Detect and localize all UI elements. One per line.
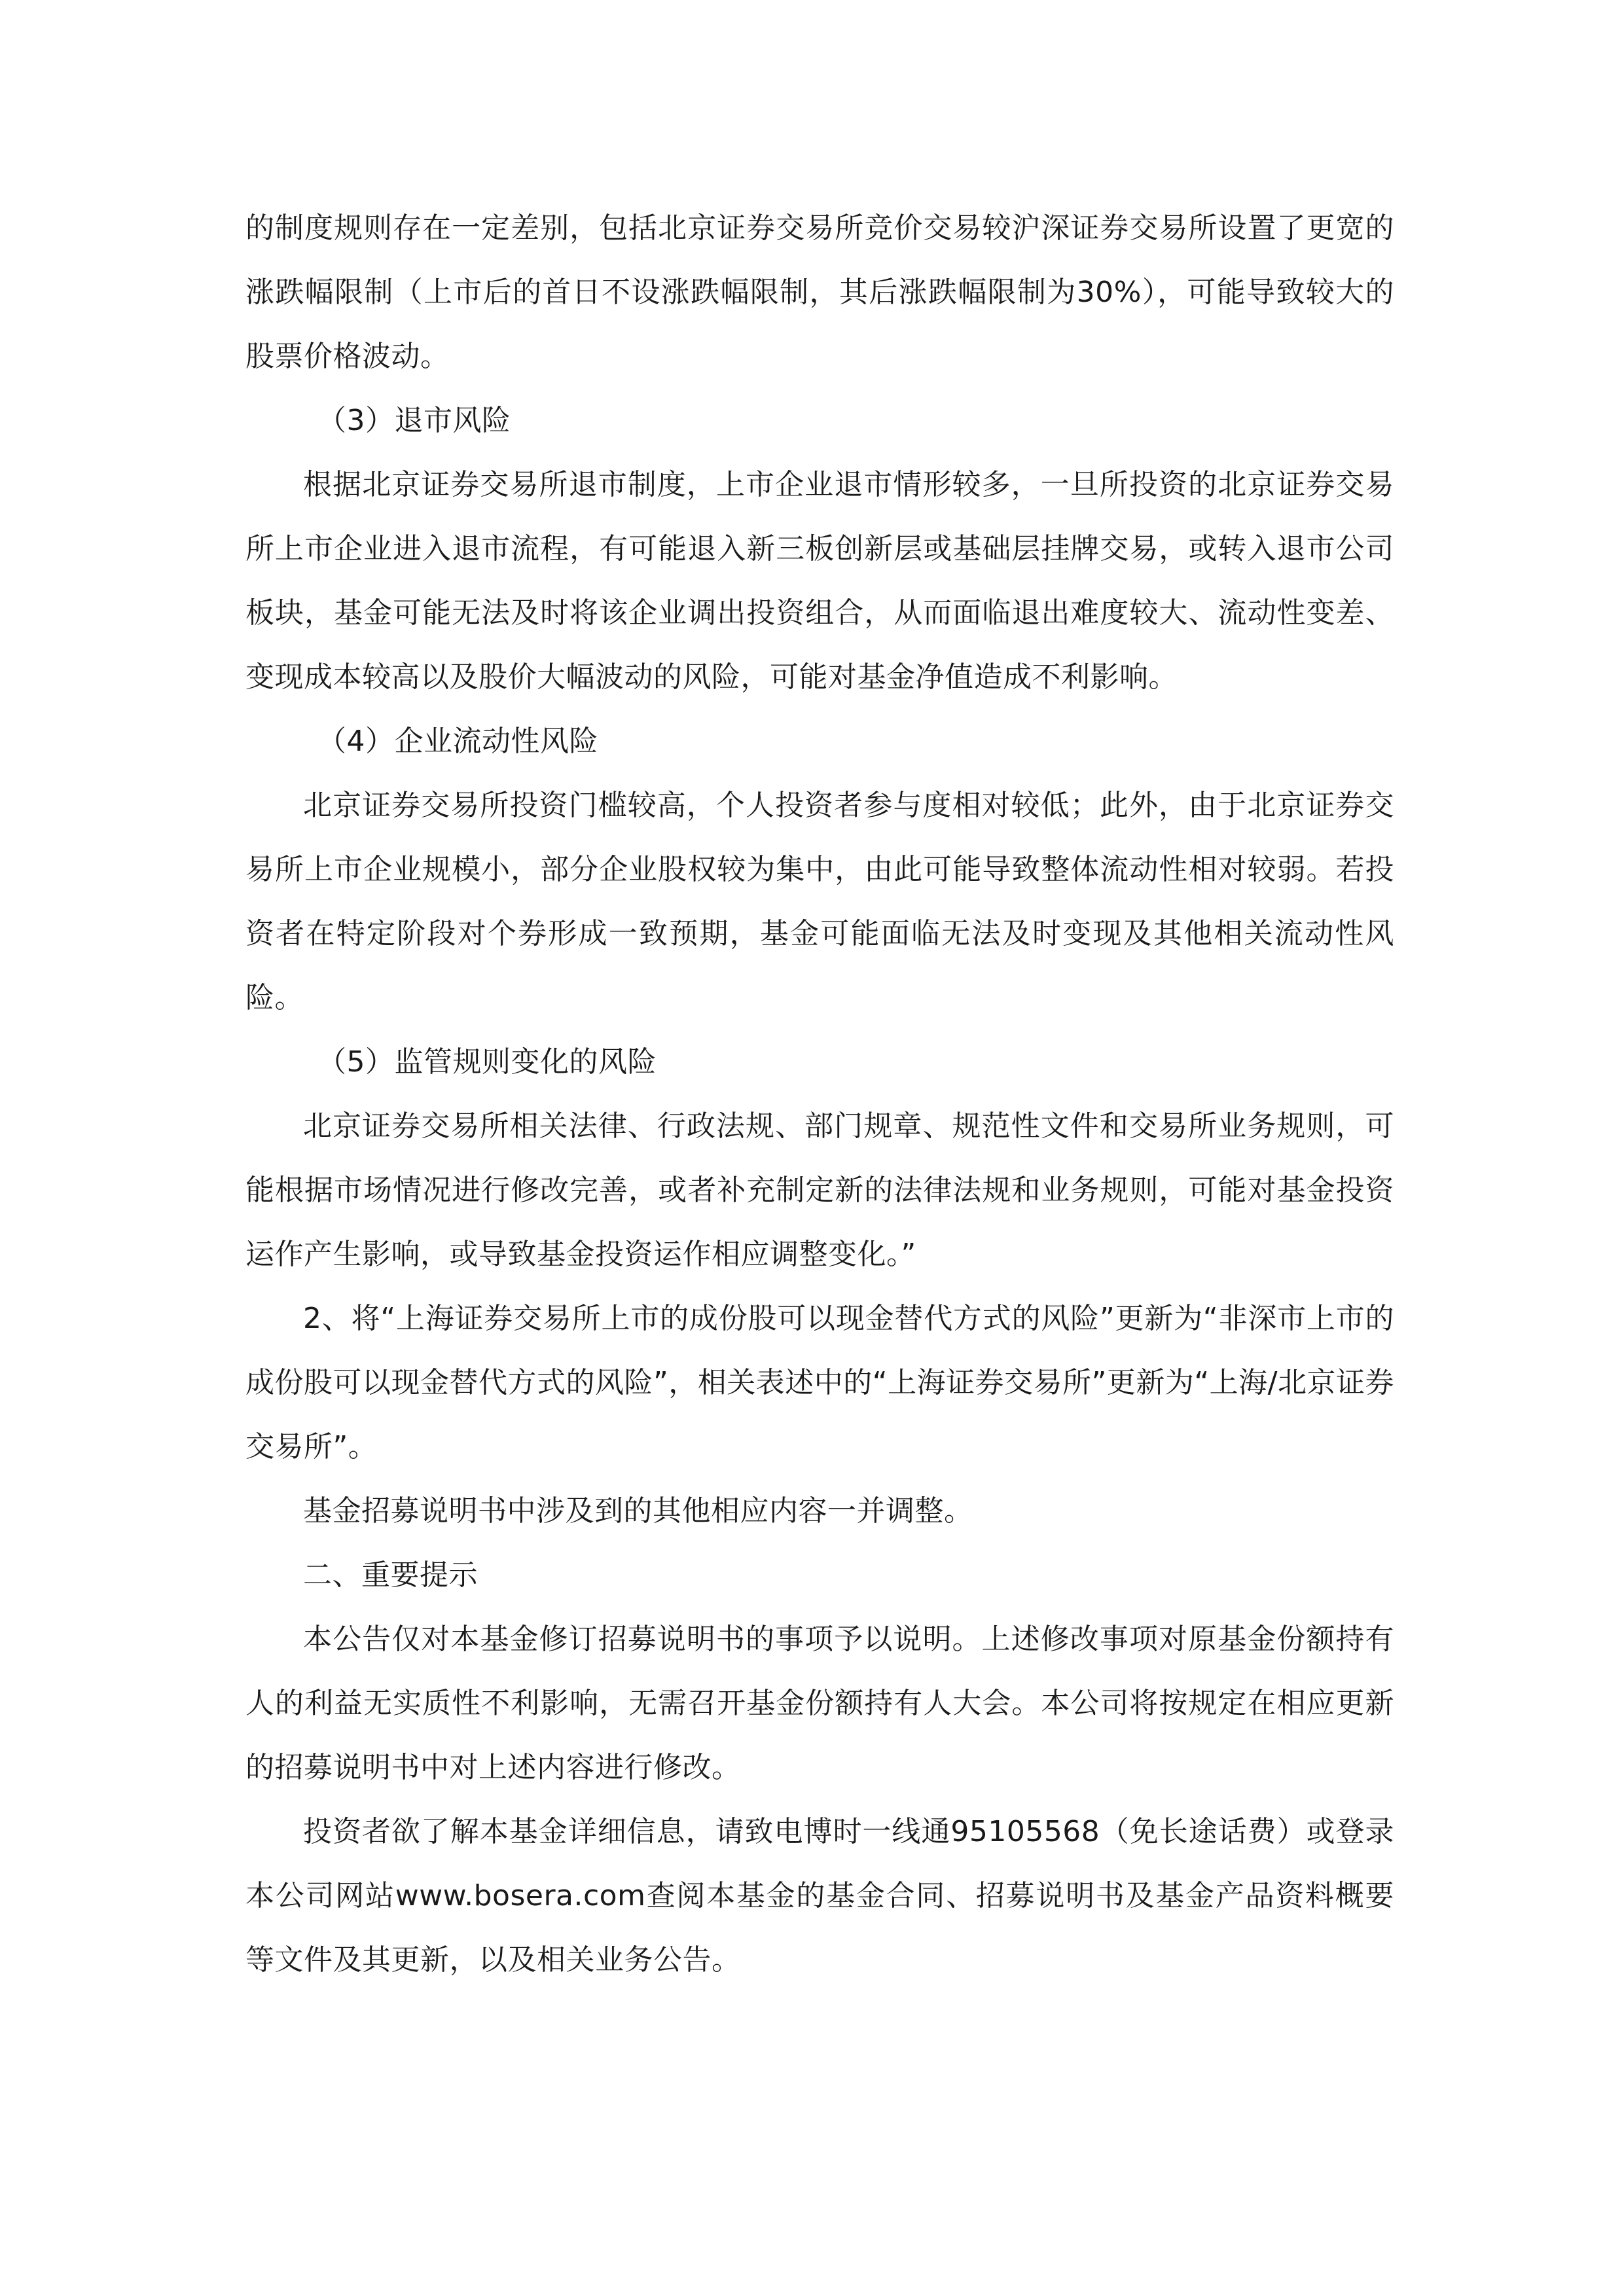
paragraph-trading-rules: 的制度规则存在一定差别，包括北京证券交易所竞价交易较沪深证券交易所设置了更宽的涨跌幅限制（上市后的首日不设涨跌幅限制，其后涨跌幅限制为30%），可能导致较大的股票价格波动。 [245,211,1394,373]
heading-liquidity-risk: （4）企业流动性风险 [317,725,598,758]
heading-important-notice: 二、重要提示 [303,1558,478,1592]
paragraph-notice-scope: 本公告仅对本基金修订招募说明书的事项予以说明。上述修改事项对原基金份额持有人的利益无实质性不利影响，无需召开基金份额持有人大会。本公司将按规定在相应更新的招募说明书中对上述内容进行修改。 [245,1623,1394,1784]
paragraph-regulatory-risk: 北京证券交易所相关法律、行政法规、部门规章、规范性文件和交易所业务规则，可能根据市场情况进行修改完善，或者补充制定新的法律法规和业务规则，可能对基金投资运作产生影响，或导致基金投资运作相应调整变化。” [245,1109,1394,1271]
paragraph-contact-info: 投资者欲了解本基金详细信息，请致电博时一线通95105568（免长途话费）或登录本公司网站www.bosera.com查阅本基金的基金合同、招募说明书及基金产品资料概要等文件及其更新，以及相关业务公告。 [245,1815,1394,1977]
paragraph-other-adjustments: 基金招募说明书中涉及到的其他相应内容一并调整。 [303,1494,973,1528]
paragraph-update-item-2: 2、将“上海证券交易所上市的成份股可以现金替代方式的风险”更新为“非深市上市的成份股可以现金替代方式的风险”，相关表述中的“上海证券交易所”更新为“上海/北京证券交易所”。 [245,1302,1395,1463]
paragraph-liquidity-risk: 北京证券交易所投资门槛较高，个人投资者参与度相对较低；此外，由于北京证券交易所上市企业规模小，部分企业股权较为集中，由此可能导致整体流动性相对较弱。若投资者在特定阶段对个券形成一致预期，基金可能面临无法及时变现及其他相关流动性风险。 [245,789,1394,1014]
document-body [245,196,1394,1992]
heading-delisting-risk: （3）退市风险 [317,404,511,437]
paragraph-delisting-risk: 根据北京证券交易所退市制度，上市企业退市情形较多，一旦所投资的北京证券交易所上市企业进入退市流程，有可能退入新三板创新层或基础层挂牌交易，或转入退市公司板块，基金可能无法及时将该企业调出投资组合，从而面临退出难度较大、流动性变差、变现成本较高以及股价大幅波动的风险，可能对基金净值造成不利影响。 [245,468,1394,694]
heading-regulatory-risk: （5）监管规则变化的风险 [317,1045,657,1079]
